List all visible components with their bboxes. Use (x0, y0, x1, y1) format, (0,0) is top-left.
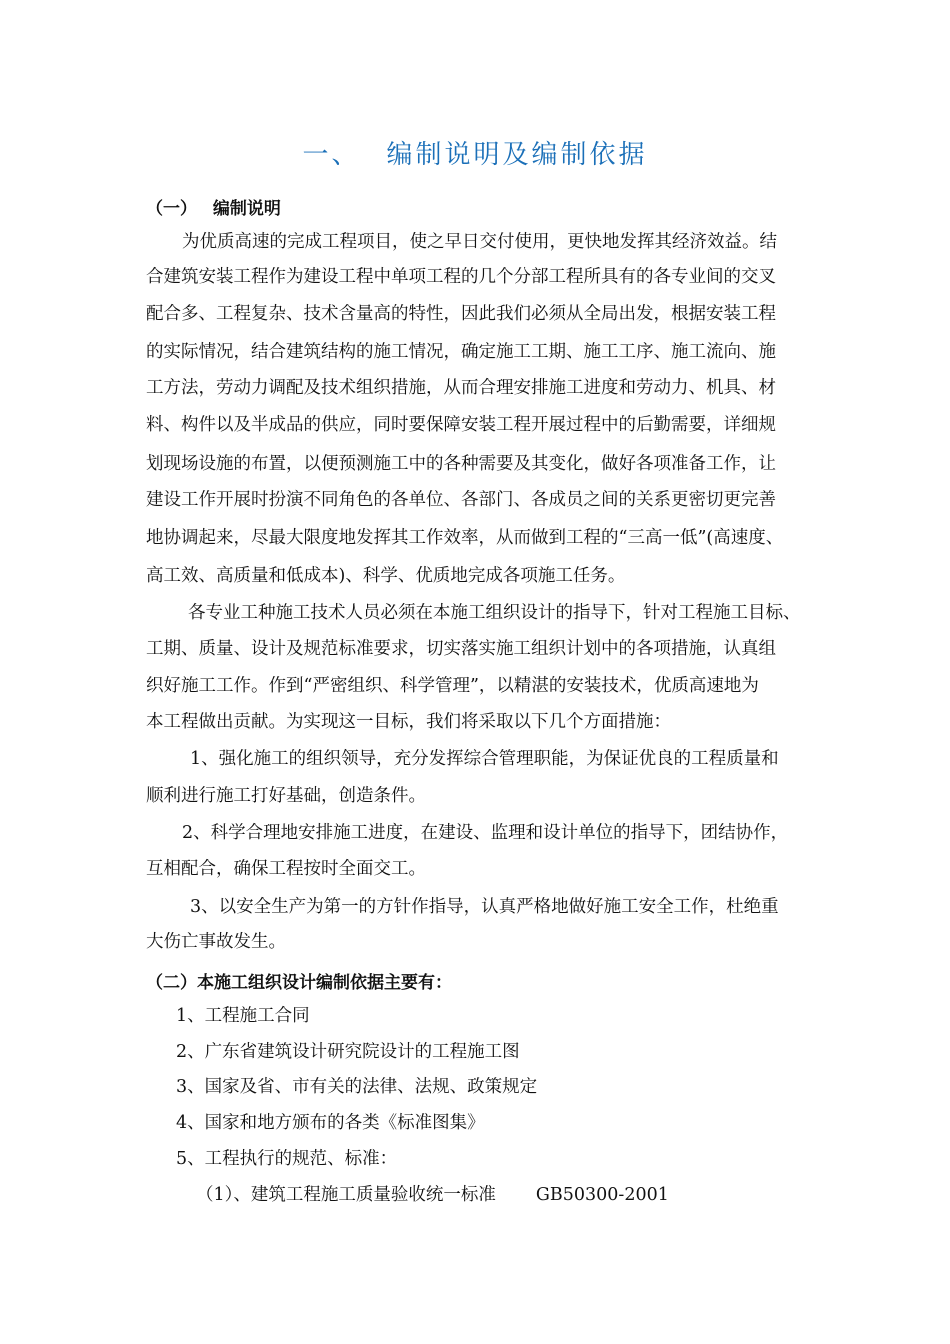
section1-heading (146, 194, 281, 219)
standard-item (196, 1183, 669, 1207)
basis-item: 2、广东省建筑设计研究院设计的工程施工图 (176, 1042, 520, 1062)
title-text: 编制说明及编制依据 (386, 140, 648, 170)
paragraph1-line: 划现场设施的布置，以便预测施工中的各种需要及其变化，做好各项准备工作，让 (146, 454, 776, 474)
paragraph1-line: 高工效、高质量和低成本)、科学、优质地完成各项施工任务。 (146, 566, 626, 586)
measure-line: 顺利进行施工打好基础，创造条件。 (146, 786, 426, 806)
paragraph1-line: 的实际情况，结合建筑结构的施工情况，确定施工工期、施工工序、施工流向、施 (146, 342, 776, 362)
paragraph2-line: 各专业工种施工技术人员必须在本施工组织设计的指导下，针对工程施工目标、 (188, 603, 801, 623)
measure-line: 3、以安全生产为第一的方针作指导，认真严格地做好施工安全工作，杜绝重 (190, 897, 779, 917)
basis-item: 5、工程执行的规范、标准： (176, 1149, 398, 1169)
section1-heading-number: （一） (146, 199, 197, 219)
title-number: 一、 (302, 140, 361, 170)
paragraph1-line: 工方法，劳动力调配及技术组织措施，从而合理安排施工进度和劳动力、机具、材 (146, 378, 776, 398)
paragraph1-line: 为优质高速的完成工程项目，使之早日交付使用，更快地发挥其经济效益。结 (182, 232, 777, 252)
section1-heading-text: 编制说明 (212, 199, 281, 219)
standard-code: GB50300-2001 (535, 1185, 669, 1205)
paragraph1-line: 建设工作开展时扮演不同角色的各单位、各部门、各成员之间的关系更密切更完善 (146, 490, 776, 510)
paragraph2-line: 工期、质量、设计及规范标准要求，切实落实施工组织计划中的各项措施，认真组 (146, 639, 776, 659)
paragraph2-line: 织好施工工作。作到“严密组织、科学管理”，以精湛的安装技术，优质高速地为 (146, 676, 759, 696)
paragraph1-line: 合建筑安装工程作为建设工程中单项工程的几个分部工程所具有的各专业间的交叉 (146, 267, 776, 287)
page-title (0, 134, 950, 171)
basis-item: 4、国家和地方颁布的各类《标准图集》 (176, 1113, 485, 1133)
measure-line: 互相配合，确保工程按时全面交工。 (146, 859, 426, 879)
basis-item: 1、工程施工合同 (176, 1006, 310, 1026)
paragraph1-line: 配合多、工程复杂、技术含量高的特性，因此我们必须从全局出发，根据安装工程 (146, 304, 776, 324)
paragraph1-line: 地协调起来，尽最大限度地发挥其工作效率，从而做到工程的“三高一低”(高速度、 (146, 528, 784, 548)
basis-item: 3、国家及省、市有关的法律、法规、政策规定 (176, 1077, 538, 1097)
measure-line: 大伤亡事故发生。 (146, 932, 286, 952)
paragraph1-line: 料、构件以及半成品的供应，同时要保障安装工程开展过程中的后勤需要，详细规 (146, 415, 776, 435)
measure-line: 2、科学合理地安排施工进度，在建设、监理和设计单位的指导下，团结协作， (182, 823, 789, 843)
section2-heading: （二）本施工组织设计编制依据主要有： (146, 973, 452, 993)
paragraph2-line: 本工程做出贡献。为实现这一目标，我们将采取以下几个方面措施： (146, 712, 671, 732)
measure-line: 1、强化施工的组织领导，充分发挥综合管理职能，为保证优良的工程质量和 (190, 749, 779, 769)
standard-label: （1）、建筑工程施工质量验收统一标准 (196, 1185, 496, 1205)
